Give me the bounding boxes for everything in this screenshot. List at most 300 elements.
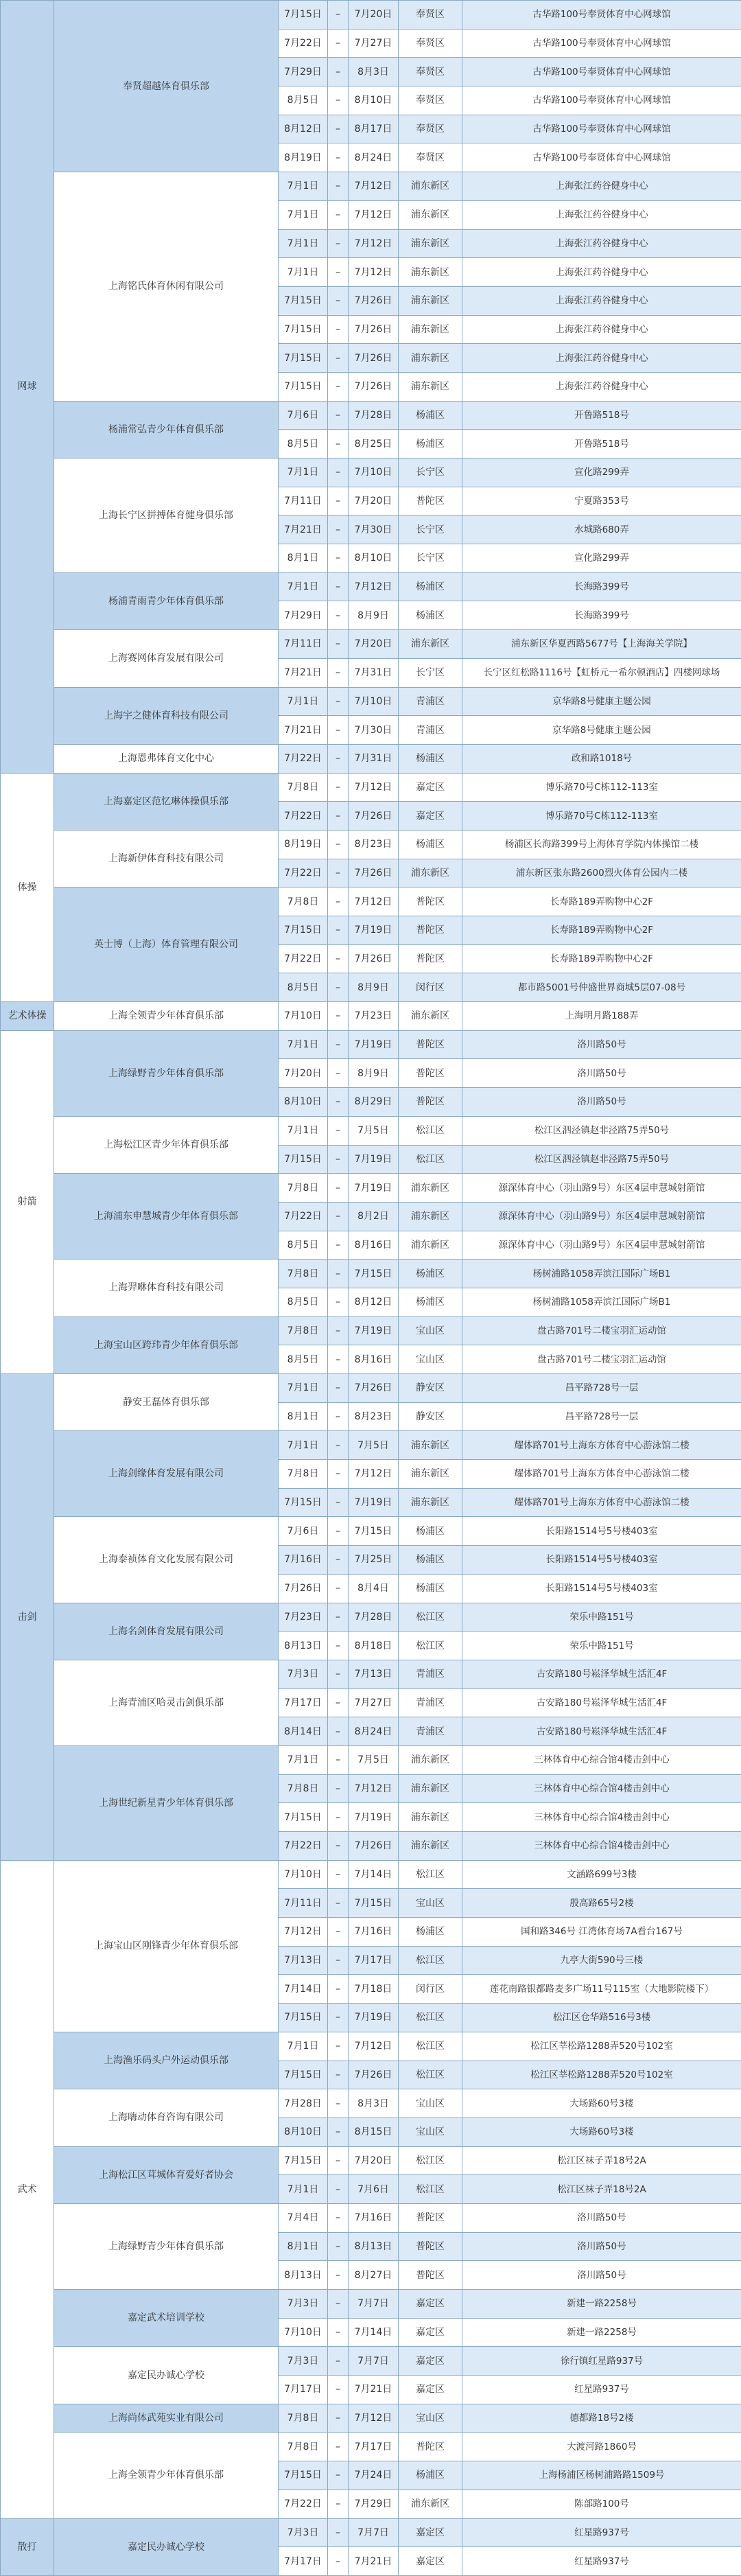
district-cell: 长宁区 bbox=[399, 544, 462, 573]
end-date-cell: 8月16日 bbox=[349, 1345, 399, 1374]
end-date-cell: 7月20日 bbox=[349, 487, 399, 515]
end-date-cell: 7月13日 bbox=[349, 1660, 399, 1689]
address-cell: 上海张江药谷健身中心 bbox=[462, 372, 741, 401]
address-cell: 京华路8号健康主题公园 bbox=[462, 716, 741, 745]
district-cell: 静安区 bbox=[399, 1402, 462, 1431]
date-separator: – bbox=[328, 830, 349, 859]
date-separator: – bbox=[328, 859, 349, 887]
date-separator: – bbox=[328, 2232, 349, 2261]
date-separator: – bbox=[328, 143, 349, 172]
date-separator: – bbox=[328, 258, 349, 287]
address-cell: 上海张江药谷健身中心 bbox=[462, 229, 741, 258]
date-separator: – bbox=[328, 2032, 349, 2061]
end-date-cell: 7月26日 bbox=[349, 802, 399, 831]
end-date-cell: 7月12日 bbox=[349, 572, 399, 601]
address-cell: 荣乐中路151号 bbox=[462, 1632, 741, 1660]
district-cell: 浦东新区 bbox=[399, 229, 462, 258]
end-date-cell: 7月6日 bbox=[349, 2175, 399, 2204]
date-separator: – bbox=[328, 1088, 349, 1117]
district-cell: 嘉定区 bbox=[399, 2318, 462, 2347]
address-cell: 古华路100号奉贤体育中心网球馆 bbox=[462, 143, 741, 172]
date-separator: – bbox=[328, 916, 349, 945]
address-cell: 宣化路299弄 bbox=[462, 544, 741, 573]
table-row bbox=[1, 2404, 741, 2433]
start-date-cell: 7月1日 bbox=[279, 229, 328, 258]
district-cell: 杨浦区 bbox=[399, 430, 462, 459]
address-cell: 古华路100号奉贤体育中心网球馆 bbox=[462, 58, 741, 86]
end-date-cell: 7月25日 bbox=[349, 1546, 399, 1575]
end-date-cell: 7月26日 bbox=[349, 1832, 399, 1861]
start-date-cell: 8月14日 bbox=[279, 1717, 328, 1746]
district-cell: 杨浦区 bbox=[399, 1546, 462, 1575]
end-date-cell: 7月16日 bbox=[349, 1918, 399, 1947]
start-date-cell: 7月15日 bbox=[279, 315, 328, 344]
district-cell: 浦东新区 bbox=[399, 200, 462, 229]
start-date-cell: 7月15日 bbox=[279, 344, 328, 373]
table-row bbox=[1, 1260, 741, 1288]
district-cell: 浦东新区 bbox=[399, 1832, 462, 1861]
end-date-cell: 7月19日 bbox=[349, 1803, 399, 1832]
address-cell: 古华路100号奉贤体育中心网球馆 bbox=[462, 1, 741, 30]
end-date-cell: 7月17日 bbox=[349, 1946, 399, 1975]
date-separator: – bbox=[328, 1202, 349, 1231]
table-row bbox=[1, 1860, 741, 1889]
end-date-cell: 7月19日 bbox=[349, 1145, 399, 1174]
date-separator: – bbox=[328, 1145, 349, 1174]
district-cell: 长宁区 bbox=[399, 459, 462, 487]
date-separator: – bbox=[328, 2061, 349, 2089]
date-separator: – bbox=[328, 1174, 349, 1203]
start-date-cell: 8月10日 bbox=[279, 1088, 328, 1117]
start-date-cell: 7月15日 bbox=[279, 1, 328, 30]
organization-name-cell: 上海青浦区哈灵击剑俱乐部 bbox=[54, 1660, 279, 1745]
date-separator: – bbox=[328, 1660, 349, 1689]
table-row bbox=[1, 1002, 741, 1031]
district-cell: 杨浦区 bbox=[399, 2461, 462, 2490]
district-cell: 浦东新区 bbox=[399, 1174, 462, 1203]
address-cell: 浦东新区华夏西路5677号【上海海关学院】 bbox=[462, 630, 741, 659]
start-date-cell: 7月15日 bbox=[279, 1488, 328, 1517]
start-date-cell: 7月8日 bbox=[279, 1174, 328, 1203]
address-cell: 开鲁路518号 bbox=[462, 401, 741, 430]
start-date-cell: 7月3日 bbox=[279, 1660, 328, 1689]
district-cell: 宝山区 bbox=[399, 2404, 462, 2433]
district-cell: 浦东新区 bbox=[399, 286, 462, 315]
address-cell: 上海杨浦区杨树浦路路1509号 bbox=[462, 2461, 741, 2490]
date-separator: – bbox=[328, 372, 349, 401]
district-cell: 杨浦区 bbox=[399, 744, 462, 773]
organization-name-cell: 上海全领青少年体育俱乐部 bbox=[54, 2433, 279, 2518]
start-date-cell: 7月11日 bbox=[279, 630, 328, 659]
address-cell: 洛川路50号 bbox=[462, 1059, 741, 1088]
district-cell: 嘉定区 bbox=[399, 2347, 462, 2376]
organization-name-cell: 上海名剑体育发展有限公司 bbox=[54, 1603, 279, 1660]
address-cell: 长海路399号 bbox=[462, 601, 741, 630]
district-cell: 松江区 bbox=[399, 2032, 462, 2061]
address-cell: 松江区泗泾镇赵非泾路75弄50号 bbox=[462, 1116, 741, 1145]
end-date-cell: 7月7日 bbox=[349, 2290, 399, 2319]
address-cell: 杨浦区长海路399号上海体育学院内体操馆二楼 bbox=[462, 830, 741, 859]
table-row bbox=[1, 887, 741, 916]
start-date-cell: 8月5日 bbox=[279, 1288, 328, 1316]
end-date-cell: 8月2日 bbox=[349, 1202, 399, 1231]
address-cell: 上海张江药谷健身中心 bbox=[462, 172, 741, 201]
address-cell: 政和路1018号 bbox=[462, 744, 741, 773]
organization-name-cell: 嘉定民办诚心学校 bbox=[54, 2347, 279, 2404]
end-date-cell: 7月21日 bbox=[349, 2376, 399, 2404]
address-cell: 长阳路1514号5号楼403室 bbox=[462, 1517, 741, 1546]
schedule-body bbox=[1, 1, 741, 2576]
start-date-cell: 7月8日 bbox=[279, 1260, 328, 1288]
sport-category-cell: 射箭 bbox=[1, 1030, 54, 1373]
address-cell: 水城路680弄 bbox=[462, 515, 741, 544]
address-cell: 宁夏路353号 bbox=[462, 487, 741, 515]
date-separator: – bbox=[328, 2490, 349, 2518]
district-cell: 杨浦区 bbox=[399, 1574, 462, 1603]
district-cell: 普陀区 bbox=[399, 2203, 462, 2232]
district-cell: 杨浦区 bbox=[399, 1918, 462, 1947]
table-row bbox=[1, 2089, 741, 2118]
organization-name-cell: 上海全领青少年体育俱乐部 bbox=[54, 1002, 279, 1031]
start-date-cell: 7月17日 bbox=[279, 1689, 328, 1717]
district-cell: 奉贤区 bbox=[399, 86, 462, 115]
date-separator: – bbox=[328, 2290, 349, 2319]
date-separator: – bbox=[328, 1402, 349, 1431]
date-separator: – bbox=[328, 200, 349, 229]
address-cell: 上海张江药谷健身中心 bbox=[462, 344, 741, 373]
end-date-cell: 7月23日 bbox=[349, 1002, 399, 1031]
end-date-cell: 8月12日 bbox=[349, 1288, 399, 1316]
address-cell: 开鲁路518号 bbox=[462, 430, 741, 459]
address-cell: 长宁区红松路1116号【虹桥元一希尔顿酒店】四楼网球场 bbox=[462, 658, 741, 687]
date-separator: – bbox=[328, 2261, 349, 2290]
table-row bbox=[1, 459, 741, 487]
organization-name-cell: 上海嗨动体育咨询有限公司 bbox=[54, 2089, 279, 2146]
end-date-cell: 7月19日 bbox=[349, 1174, 399, 1203]
date-separator: – bbox=[328, 2175, 349, 2204]
start-date-cell: 8月5日 bbox=[279, 86, 328, 115]
address-cell: 松江区莘松路1288弄520号102室 bbox=[462, 2061, 741, 2089]
district-cell: 浦东新区 bbox=[399, 1460, 462, 1489]
date-separator: – bbox=[328, 973, 349, 1002]
table-row bbox=[1, 744, 741, 773]
district-cell: 松江区 bbox=[399, 1860, 462, 1889]
table-row bbox=[1, 1745, 741, 1774]
address-cell: 红星路937号 bbox=[462, 2376, 741, 2404]
address-cell: 陈部路100号 bbox=[462, 2490, 741, 2518]
address-cell: 大渡河路1860号 bbox=[462, 2433, 741, 2461]
address-cell: 京华路8号健康主题公园 bbox=[462, 687, 741, 716]
district-cell: 青浦区 bbox=[399, 716, 462, 745]
date-separator: – bbox=[328, 1517, 349, 1546]
district-cell: 浦东新区 bbox=[399, 315, 462, 344]
district-cell: 宝山区 bbox=[399, 1345, 462, 1374]
start-date-cell: 7月6日 bbox=[279, 401, 328, 430]
date-separator: – bbox=[328, 1546, 349, 1575]
end-date-cell: 7月12日 bbox=[349, 773, 399, 802]
start-date-cell: 7月17日 bbox=[279, 2547, 328, 2576]
date-separator: – bbox=[328, 658, 349, 687]
start-date-cell: 8月10日 bbox=[279, 2117, 328, 2146]
date-separator: – bbox=[328, 2547, 349, 2576]
end-date-cell: 8月25日 bbox=[349, 430, 399, 459]
organization-name-cell: 上海泰祯体育文化发展有限公司 bbox=[54, 1517, 279, 1603]
end-date-cell: 7月19日 bbox=[349, 916, 399, 945]
district-cell: 浦东新区 bbox=[399, 1803, 462, 1832]
organization-name-cell: 奉贤超越体育俱乐部 bbox=[54, 1, 279, 172]
address-cell: 荣乐中路151号 bbox=[462, 1603, 741, 1632]
start-date-cell: 7月1日 bbox=[279, 172, 328, 201]
organization-name-cell: 上海新伊体育科技有限公司 bbox=[54, 830, 279, 887]
date-separator: – bbox=[328, 2376, 349, 2404]
end-date-cell: 7月29日 bbox=[349, 2490, 399, 2518]
district-cell: 松江区 bbox=[399, 2004, 462, 2032]
district-cell: 松江区 bbox=[399, 1603, 462, 1632]
date-separator: – bbox=[328, 1946, 349, 1975]
district-cell: 松江区 bbox=[399, 1145, 462, 1174]
district-cell: 浦东新区 bbox=[399, 1002, 462, 1031]
district-cell: 闵行区 bbox=[399, 1975, 462, 2004]
start-date-cell: 7月10日 bbox=[279, 2318, 328, 2347]
district-cell: 宝山区 bbox=[399, 2117, 462, 2146]
organization-name-cell: 上海浦东申慧城青少年体育俱乐部 bbox=[54, 1174, 279, 1260]
organization-name-cell: 嘉定武术培训学校 bbox=[54, 2290, 279, 2347]
date-separator: – bbox=[328, 1460, 349, 1489]
end-date-cell: 8月3日 bbox=[349, 58, 399, 86]
district-cell: 浦东新区 bbox=[399, 859, 462, 887]
address-cell: 源深体育中心（羽山路9号）东区4层申慧城射箭馆 bbox=[462, 1231, 741, 1260]
sport-category-cell: 网球 bbox=[1, 1, 54, 774]
date-separator: – bbox=[328, 1002, 349, 1031]
date-separator: – bbox=[328, 1632, 349, 1660]
end-date-cell: 7月7日 bbox=[349, 2518, 399, 2547]
date-separator: – bbox=[328, 344, 349, 373]
date-separator: – bbox=[328, 944, 349, 973]
end-date-cell: 7月27日 bbox=[349, 29, 399, 58]
start-date-cell: 7月15日 bbox=[279, 1803, 328, 1832]
start-date-cell: 7月28日 bbox=[279, 2089, 328, 2118]
district-cell: 浦东新区 bbox=[399, 1231, 462, 1260]
start-date-cell: 7月3日 bbox=[279, 2290, 328, 2319]
end-date-cell: 7月12日 bbox=[349, 172, 399, 201]
end-date-cell: 8月24日 bbox=[349, 1717, 399, 1746]
end-date-cell: 7月15日 bbox=[349, 1260, 399, 1288]
organization-name-cell: 杨浦常弘青少年体育俱乐部 bbox=[54, 401, 279, 458]
address-cell: 耀体路701号上海东方体育中心游泳馆二楼 bbox=[462, 1460, 741, 1489]
date-separator: – bbox=[328, 286, 349, 315]
start-date-cell: 7月8日 bbox=[279, 1460, 328, 1489]
address-cell: 浦东新区张东路2600烈火体育公园内二楼 bbox=[462, 859, 741, 887]
start-date-cell: 7月15日 bbox=[279, 2061, 328, 2089]
address-cell: 耀体路701号上海东方体育中心游泳馆二楼 bbox=[462, 1488, 741, 1517]
address-cell: 徐行镇红星路937号 bbox=[462, 2347, 741, 2376]
address-cell: 长海路399号 bbox=[462, 572, 741, 601]
end-date-cell: 7月12日 bbox=[349, 1774, 399, 1803]
district-cell: 浦东新区 bbox=[399, 1431, 462, 1460]
district-cell: 奉贤区 bbox=[399, 58, 462, 86]
end-date-cell: 7月15日 bbox=[349, 1517, 399, 1546]
start-date-cell: 7月15日 bbox=[279, 372, 328, 401]
address-cell: 三林体育中心综合馆4楼击剑中心 bbox=[462, 1803, 741, 1832]
end-date-cell: 7月7日 bbox=[349, 2347, 399, 2376]
table-row bbox=[1, 1116, 741, 1145]
district-cell: 青浦区 bbox=[399, 687, 462, 716]
district-cell: 嘉定区 bbox=[399, 2518, 462, 2547]
date-separator: – bbox=[328, 229, 349, 258]
end-date-cell: 7月12日 bbox=[349, 887, 399, 916]
district-cell: 普陀区 bbox=[399, 1030, 462, 1059]
address-cell: 博乐路70号C栋112-113室 bbox=[462, 773, 741, 802]
date-separator: – bbox=[328, 1, 349, 30]
start-date-cell: 7月22日 bbox=[279, 859, 328, 887]
district-cell: 嘉定区 bbox=[399, 802, 462, 831]
start-date-cell: 7月15日 bbox=[279, 2004, 328, 2032]
start-date-cell: 8月1日 bbox=[279, 2232, 328, 2261]
table-row bbox=[1, 1603, 741, 1632]
district-cell: 松江区 bbox=[399, 2061, 462, 2089]
organization-name-cell: 上海渔乐码头户外运动俱乐部 bbox=[54, 2032, 279, 2089]
start-date-cell: 7月1日 bbox=[279, 1116, 328, 1145]
organization-name-cell: 上海宝山区跨玮青少年体育俱乐部 bbox=[54, 1316, 279, 1373]
sport-category-cell: 武术 bbox=[1, 1860, 54, 2518]
start-date-cell: 8月19日 bbox=[279, 143, 328, 172]
end-date-cell: 8月13日 bbox=[349, 2232, 399, 2261]
address-cell: 长阳路1514号5号楼403室 bbox=[462, 1574, 741, 1603]
organization-name-cell: 嘉定民办诚心学校 bbox=[54, 2518, 279, 2575]
end-date-cell: 8月17日 bbox=[349, 115, 399, 143]
end-date-cell: 8月23日 bbox=[349, 830, 399, 859]
end-date-cell: 7月12日 bbox=[349, 1460, 399, 1489]
start-date-cell: 7月1日 bbox=[279, 572, 328, 601]
address-cell: 松江区泗泾镇赵非泾路75弄50号 bbox=[462, 1145, 741, 1174]
date-separator: – bbox=[328, 601, 349, 630]
end-date-cell: 7月5日 bbox=[349, 1116, 399, 1145]
address-cell: 德都路18号2楼 bbox=[462, 2404, 741, 2433]
table-row bbox=[1, 1374, 741, 1403]
address-cell: 源深体育中心（羽山路9号）东区4层申慧城射箭馆 bbox=[462, 1202, 741, 1231]
district-cell: 青浦区 bbox=[399, 1660, 462, 1689]
end-date-cell: 8月4日 bbox=[349, 1574, 399, 1603]
start-date-cell: 7月13日 bbox=[279, 1946, 328, 1975]
start-date-cell: 7月1日 bbox=[279, 200, 328, 229]
date-separator: – bbox=[328, 2146, 349, 2175]
start-date-cell: 8月13日 bbox=[279, 2261, 328, 2290]
start-date-cell: 7月4日 bbox=[279, 2203, 328, 2232]
organization-name-cell: 上海剑缘体育发展有限公司 bbox=[54, 1431, 279, 1517]
address-cell: 九亭大街590号三楼 bbox=[462, 1946, 741, 1975]
end-date-cell: 7月31日 bbox=[349, 744, 399, 773]
date-separator: – bbox=[328, 2004, 349, 2032]
start-date-cell: 7月15日 bbox=[279, 286, 328, 315]
district-cell: 奉贤区 bbox=[399, 1, 462, 30]
start-date-cell: 7月22日 bbox=[279, 29, 328, 58]
address-cell: 洛川路50号 bbox=[462, 2232, 741, 2261]
address-cell: 长寿路189弄购物中心2F bbox=[462, 916, 741, 945]
start-date-cell: 7月1日 bbox=[279, 2032, 328, 2061]
district-cell: 嘉定区 bbox=[399, 2376, 462, 2404]
organization-name-cell: 上海恩弗体育文化中心 bbox=[54, 744, 279, 773]
organization-name-cell: 上海宇之健体育科技有限公司 bbox=[54, 687, 279, 744]
end-date-cell: 7月26日 bbox=[349, 372, 399, 401]
address-cell: 上海张江药谷健身中心 bbox=[462, 315, 741, 344]
district-cell: 普陀区 bbox=[399, 1088, 462, 1117]
start-date-cell: 7月8日 bbox=[279, 1316, 328, 1345]
start-date-cell: 7月22日 bbox=[279, 944, 328, 973]
address-cell: 长寿路189弄购物中心2F bbox=[462, 944, 741, 973]
end-date-cell: 7月19日 bbox=[349, 1488, 399, 1517]
start-date-cell: 7月14日 bbox=[279, 1975, 328, 2004]
organization-name-cell: 英士博（上海）体育管理有限公司 bbox=[54, 887, 279, 1002]
end-date-cell: 7月10日 bbox=[349, 459, 399, 487]
date-separator: – bbox=[328, 401, 349, 430]
start-date-cell: 7月1日 bbox=[279, 258, 328, 287]
date-separator: – bbox=[328, 1774, 349, 1803]
start-date-cell: 7月22日 bbox=[279, 1832, 328, 1861]
start-date-cell: 7月20日 bbox=[279, 1059, 328, 1088]
end-date-cell: 7月20日 bbox=[349, 2146, 399, 2175]
address-cell: 博乐路70号C栋112-113室 bbox=[462, 802, 741, 831]
district-cell: 杨浦区 bbox=[399, 1260, 462, 1288]
table-row bbox=[1, 1030, 741, 1059]
date-separator: – bbox=[328, 1717, 349, 1746]
end-date-cell: 7月26日 bbox=[349, 2061, 399, 2089]
date-separator: – bbox=[328, 487, 349, 515]
date-separator: – bbox=[328, 315, 349, 344]
address-cell: 松江区仓华路516号3楼 bbox=[462, 2004, 741, 2032]
end-date-cell: 7月19日 bbox=[349, 2004, 399, 2032]
district-cell: 长宁区 bbox=[399, 658, 462, 687]
date-separator: – bbox=[328, 1889, 349, 1918]
start-date-cell: 7月10日 bbox=[279, 1002, 328, 1031]
end-date-cell: 7月15日 bbox=[349, 1889, 399, 1918]
organization-name-cell: 上海铭氏体育休闲有限公司 bbox=[54, 172, 279, 402]
start-date-cell: 7月15日 bbox=[279, 2146, 328, 2175]
date-separator: – bbox=[328, 58, 349, 86]
address-cell: 三林体育中心综合馆4楼击剑中心 bbox=[462, 1774, 741, 1803]
table-row bbox=[1, 1660, 741, 1689]
end-date-cell: 7月20日 bbox=[349, 630, 399, 659]
address-cell: 国和路346号 江湾体育场7A看台167号 bbox=[462, 1918, 741, 1947]
address-cell: 大场路60号3楼 bbox=[462, 2089, 741, 2118]
start-date-cell: 7月8日 bbox=[279, 773, 328, 802]
date-separator: – bbox=[328, 1260, 349, 1288]
table-row bbox=[1, 572, 741, 601]
address-cell: 盘古路701号二楼宝羽汇运动馆 bbox=[462, 1316, 741, 1345]
date-separator: – bbox=[328, 1030, 349, 1059]
district-cell: 普陀区 bbox=[399, 916, 462, 945]
date-separator: – bbox=[328, 1431, 349, 1460]
organization-name-cell: 上海宝山区刚锋青少年体育俱乐部 bbox=[54, 1860, 279, 2032]
organization-name-cell: 上海绿野青少年体育俱乐部 bbox=[54, 1030, 279, 1116]
end-date-cell: 7月18日 bbox=[349, 1975, 399, 2004]
start-date-cell: 7月22日 bbox=[279, 744, 328, 773]
end-date-cell: 8月3日 bbox=[349, 2089, 399, 2118]
date-separator: – bbox=[328, 1488, 349, 1517]
date-separator: – bbox=[328, 2518, 349, 2547]
table-row bbox=[1, 2290, 741, 2319]
end-date-cell: 8月9日 bbox=[349, 601, 399, 630]
date-separator: – bbox=[328, 2203, 349, 2232]
end-date-cell: 7月12日 bbox=[349, 200, 399, 229]
address-cell: 松江区莘松路1288弄520号102室 bbox=[462, 2032, 741, 2061]
table-row bbox=[1, 2146, 741, 2175]
sport-category-cell: 散打 bbox=[1, 2518, 54, 2575]
district-cell: 浦东新区 bbox=[399, 630, 462, 659]
end-date-cell: 7月19日 bbox=[349, 1316, 399, 1345]
start-date-cell: 7月17日 bbox=[279, 2376, 328, 2404]
district-cell: 浦东新区 bbox=[399, 1488, 462, 1517]
address-cell: 大场路60号3楼 bbox=[462, 2117, 741, 2146]
